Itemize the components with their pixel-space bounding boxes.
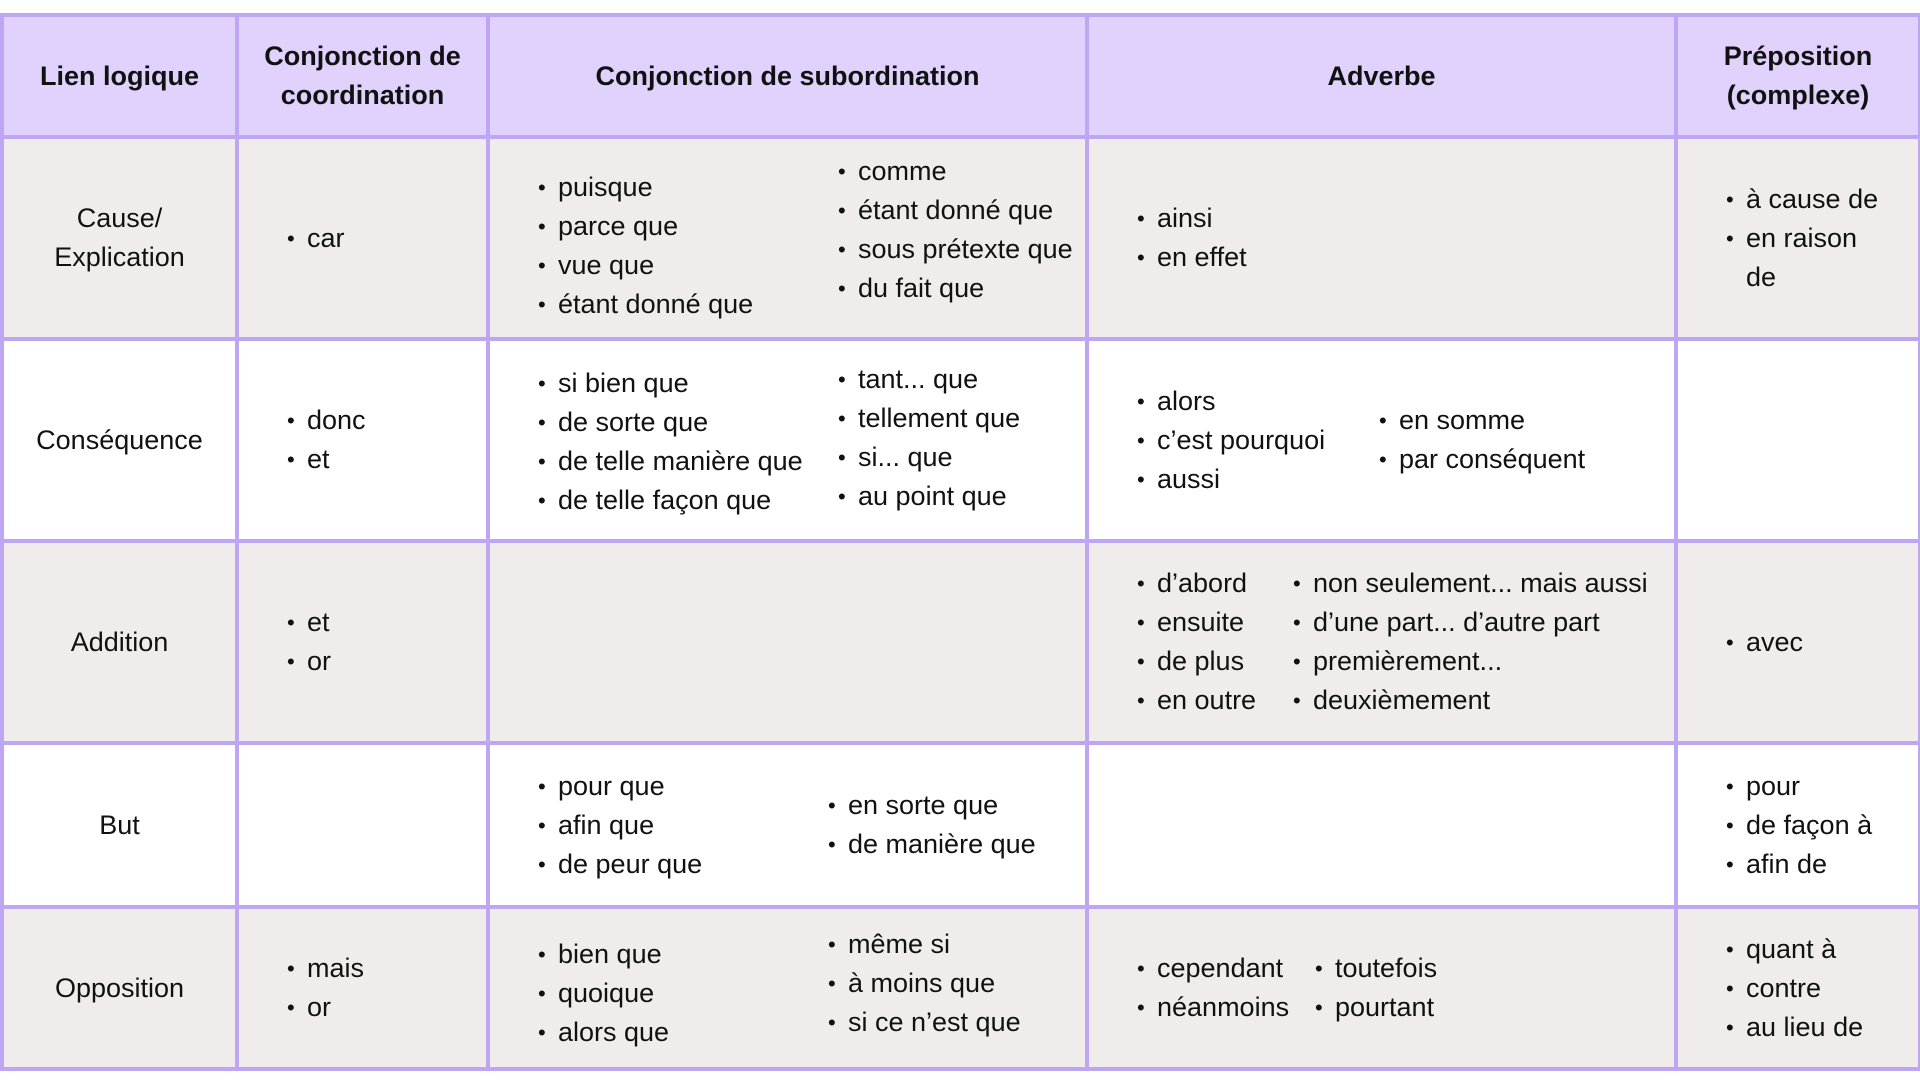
adverbe-list-2 [1379, 401, 1585, 479]
list-item: • néanmoins [1137, 988, 1315, 1027]
preposition-list [1726, 930, 1918, 1047]
subordination-cell [488, 137, 1087, 339]
list-item: • non seulement... mais aussi [1293, 564, 1648, 603]
list-item: • de plus [1137, 642, 1293, 681]
header-lien-logique: Lien logique [2, 15, 237, 137]
list-item: • afin de [1726, 845, 1918, 884]
list-item: • en effet [1137, 238, 1674, 277]
list-item: • alors que [538, 1013, 828, 1052]
list-item: • tant... que [838, 360, 1020, 399]
list-item: • vue que [538, 246, 838, 285]
list-item: • de façon à [1726, 806, 1918, 845]
adverbe-cell [1087, 743, 1676, 907]
list-item: • tellement que [838, 399, 1020, 438]
list-item: • parce que [538, 207, 838, 246]
list-item: • à cause de [1726, 180, 1898, 219]
coordination-list [287, 219, 486, 258]
header-preposition [1676, 15, 1920, 137]
list-item: • quant à [1726, 930, 1918, 969]
subordination-list-2 [838, 360, 1020, 516]
list-item: • aussi [1137, 460, 1379, 499]
table-row-addition [2, 541, 1920, 743]
preposition-cell [1676, 907, 1920, 1069]
list-item: • cependant [1137, 949, 1315, 988]
logical-connectors-table [0, 13, 1920, 1071]
list-item: • en somme [1379, 401, 1585, 440]
adverbe-list-2 [1315, 949, 1437, 1027]
preposition-cell [1676, 541, 1920, 743]
coordination-cell [237, 743, 488, 907]
list-item: • de manière que [828, 825, 1036, 864]
header-coordination-label: Conjonction de coordination [264, 41, 461, 110]
preposition-list [1726, 767, 1918, 884]
list-item: • pourtant [1315, 988, 1437, 1027]
list-item: • au lieu de [1726, 1008, 1918, 1047]
list-item: • toutefois [1315, 949, 1437, 988]
list-item: • c’est pourquoi [1137, 421, 1379, 460]
coordination-cell [237, 137, 488, 339]
list-item: • comme [838, 152, 1073, 191]
subordination-list-1 [538, 935, 828, 1052]
coordination-list [287, 603, 486, 681]
list-item: • or [287, 988, 486, 1027]
adverbe-list-1 [1137, 949, 1315, 1027]
list-item: • au point que [838, 477, 1020, 516]
preposition-cell [1676, 137, 1920, 339]
row-label: Opposition [2, 907, 237, 1069]
subordination-list-1 [538, 168, 838, 324]
subordination-list-1 [538, 364, 838, 520]
adverbe-cell [1087, 137, 1676, 339]
table-row-consequence [2, 339, 1920, 541]
preposition-list [1726, 623, 1918, 662]
adverbe-list-2 [1293, 564, 1648, 720]
list-item: • en outre [1137, 681, 1293, 720]
coordination-list [287, 401, 486, 479]
coordination-cell [237, 541, 488, 743]
header-subordination: Conjonction de subordination [488, 15, 1087, 137]
list-item: • bien que [538, 935, 828, 974]
subordination-list-1 [538, 767, 828, 884]
adverbe-list-1 [1137, 382, 1379, 499]
row-label: Conséquence [2, 339, 237, 541]
table-row-cause [2, 137, 1920, 339]
list-item: • afin que [538, 806, 828, 845]
coordination-cell [237, 907, 488, 1069]
header-row [2, 15, 1920, 137]
subordination-cell [488, 743, 1087, 907]
list-item: • sous prétexte que [838, 230, 1073, 269]
list-item: • d’une part... d’autre part [1293, 603, 1648, 642]
coordination-list [287, 949, 486, 1027]
table-row-but [2, 743, 1920, 907]
list-item: • pour que [538, 767, 828, 806]
header-coordination [237, 15, 488, 137]
table-row-opposition [2, 907, 1920, 1069]
adverbe-list-1 [1137, 199, 1674, 277]
list-item: • étant donné que [538, 285, 838, 324]
list-item: • par conséquent [1379, 440, 1585, 479]
list-item: • même si [828, 925, 1021, 964]
list-item: • en sorte que [828, 786, 1036, 825]
list-item: • et [287, 603, 486, 642]
list-item: • en raison de [1726, 219, 1866, 297]
list-item: • étant donné que [838, 191, 1073, 230]
adverbe-list-1 [1137, 564, 1293, 720]
preposition-cell [1676, 339, 1920, 541]
adverbe-cell [1087, 339, 1676, 541]
list-item: • et [287, 440, 486, 479]
list-item: • mais [287, 949, 486, 988]
list-item: • de sorte que [538, 403, 838, 442]
subordination-cell [488, 339, 1087, 541]
list-item: • premièrement... [1293, 642, 1648, 681]
list-item: • contre [1726, 969, 1918, 1008]
row-label-text: Cause/ Explication [54, 203, 185, 272]
list-item: • donc [287, 401, 486, 440]
list-item: • si... que [838, 438, 1020, 477]
list-item: • de telle façon que [538, 481, 838, 520]
adverbe-cell [1087, 907, 1676, 1069]
list-item: • avec [1726, 623, 1918, 662]
list-item: • si ce n’est que [828, 1003, 1021, 1042]
subordination-cell [488, 907, 1087, 1069]
coordination-cell [237, 339, 488, 541]
list-item: • or [287, 642, 486, 681]
list-item: • car [287, 219, 486, 258]
list-item: • si bien que [538, 364, 838, 403]
row-label: Addition [2, 541, 237, 743]
preposition-cell [1676, 743, 1920, 907]
list-item: • alors [1137, 382, 1379, 421]
list-item: • pour [1726, 767, 1918, 806]
list-item: • puisque [538, 168, 838, 207]
header-adverbe: Adverbe [1087, 15, 1676, 137]
list-item: • du fait que [838, 269, 1073, 308]
list-item: • ainsi [1137, 199, 1674, 238]
list-item: • deuxièmement [1293, 681, 1648, 720]
list-item: • de peur que [538, 845, 828, 884]
list-item: • de telle manière que [538, 442, 838, 481]
subordination-cell [488, 541, 1087, 743]
preposition-list [1726, 180, 1898, 297]
row-label: But [2, 743, 237, 907]
list-item: • à moins que [828, 964, 1021, 1003]
list-item: • ensuite [1137, 603, 1293, 642]
adverbe-cell [1087, 541, 1676, 743]
subordination-list-2 [838, 152, 1073, 308]
row-label [2, 137, 237, 339]
list-item: • d’abord [1137, 564, 1293, 603]
subordination-list-2 [828, 925, 1021, 1042]
header-preposition-label: Préposition (complexe) [1723, 41, 1873, 110]
list-item: • quoique [538, 974, 828, 1013]
subordination-list-2 [828, 786, 1036, 864]
